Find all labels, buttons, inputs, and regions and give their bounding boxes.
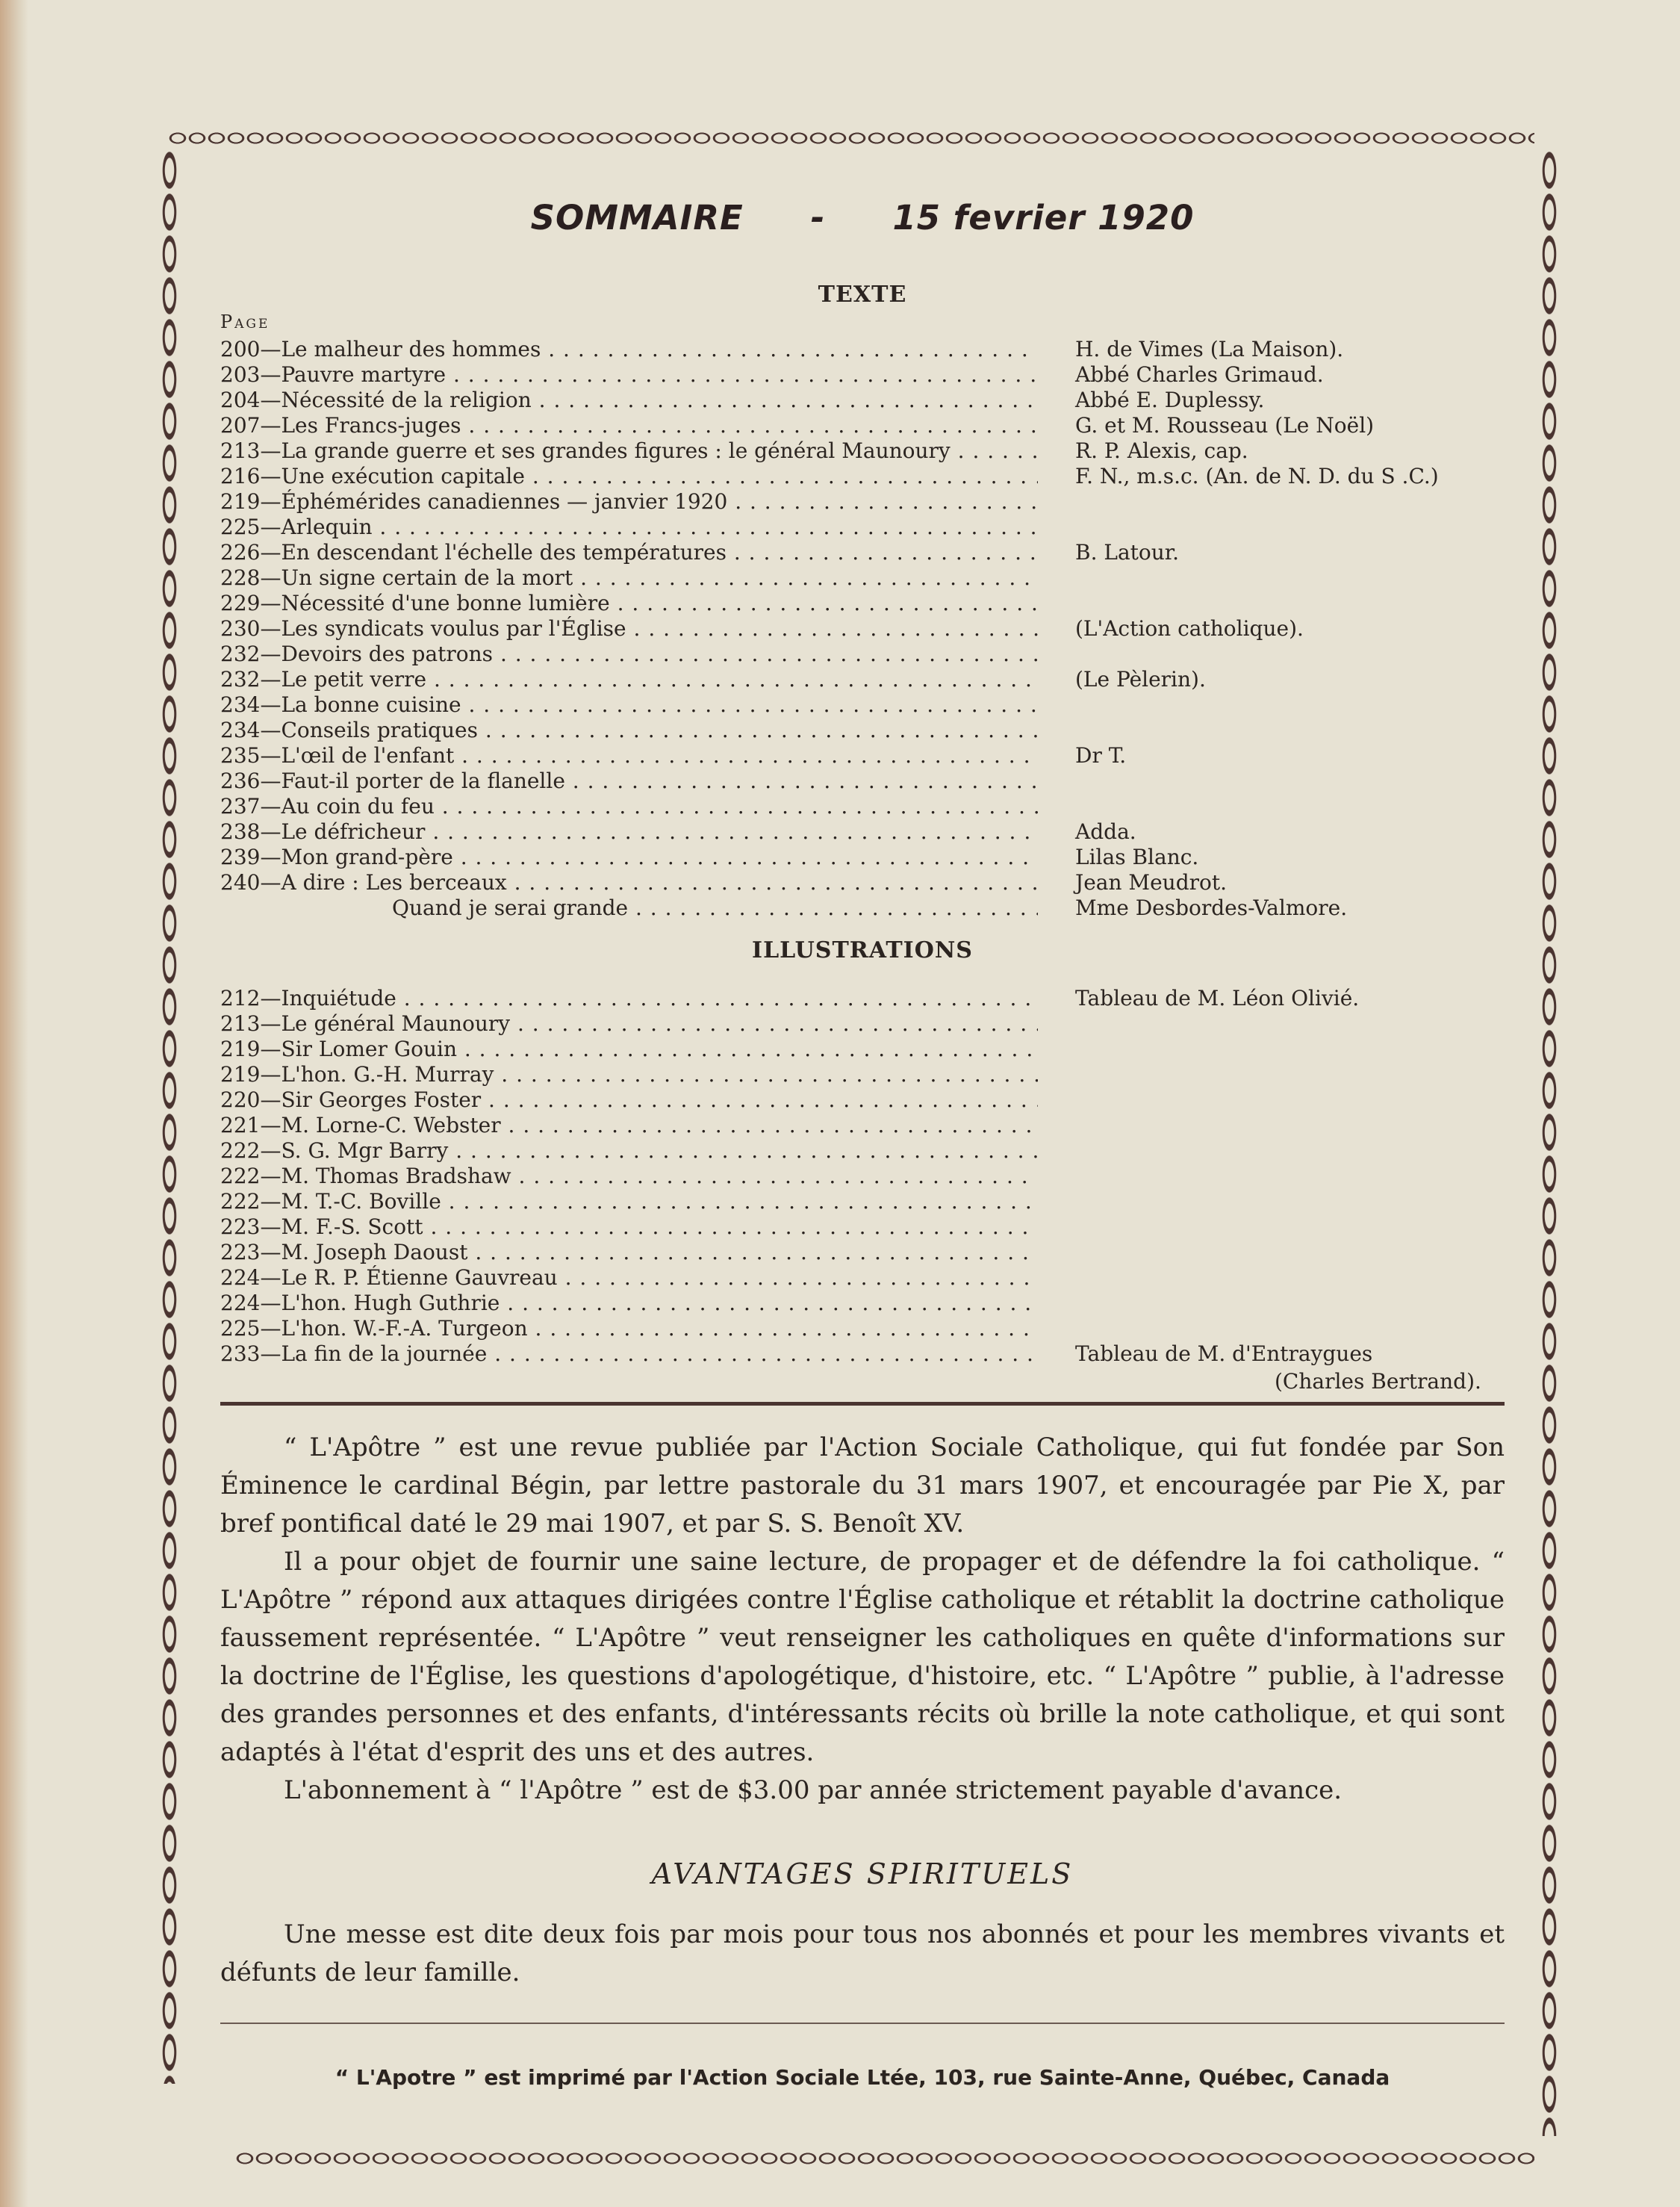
page-number: 236 <box>220 769 261 793</box>
toc-row <box>220 1138 1505 1164</box>
about-text <box>220 1429 1505 1810</box>
toc-row <box>220 1062 1505 1087</box>
entry-dash: — <box>260 845 281 869</box>
entry-title: La bonne cuisine <box>281 692 461 717</box>
toc-entry <box>220 1240 1038 1265</box>
entry-dash: — <box>260 718 281 742</box>
entry-title: Éphémérides canadiennes — janvier 1920 <box>281 489 728 514</box>
section-divider <box>220 1402 1505 1406</box>
entry-dash: — <box>260 1240 281 1264</box>
toc-entry <box>220 1037 1038 1062</box>
avantages-text-block <box>220 1916 1505 1992</box>
texte-toc <box>220 337 1505 921</box>
entry-title: En descendant l'échelle des températures <box>281 540 727 565</box>
entry-title: Mon grand-père <box>281 845 453 869</box>
entry-title: Nécessité d'une bonne lumière <box>281 591 610 615</box>
page-number: 232 <box>220 667 261 692</box>
toc-row <box>220 986 1505 1011</box>
toc-entry <box>220 986 1038 1011</box>
entry-dash: — <box>260 337 281 361</box>
entry-dash: — <box>260 464 281 488</box>
entry-author: Tableau de M. Léon Olivié. <box>1075 986 1360 1011</box>
entry-dash: — <box>260 565 281 590</box>
entry-title: Inquiétude <box>281 986 396 1011</box>
page-number: 234 <box>220 718 261 742</box>
toc-row <box>220 515 1505 540</box>
entry-dash: — <box>260 1214 281 1239</box>
entry-title: A dire : Les berceaux <box>281 870 507 895</box>
entry-title: L'hon. W.-F.-A. Turgeon <box>281 1316 528 1341</box>
entry-dash: — <box>260 438 281 463</box>
page-number: 225 <box>220 1316 261 1341</box>
entry-title: Le défricheur <box>281 819 426 844</box>
page-number: 226 <box>220 540 261 565</box>
toc-row <box>220 1037 1505 1062</box>
entry-dash: — <box>260 667 281 692</box>
toc-row <box>220 1113 1505 1138</box>
toc-entry <box>220 1341 1038 1367</box>
entry-title: Les syndicats voulus par l'Église <box>281 616 626 641</box>
entry-author: Abbé E. Duplessy. <box>1075 388 1265 412</box>
entry-title: L'œil de l'enfant <box>281 743 455 768</box>
page-number: 224 <box>220 1265 261 1290</box>
toc-entry <box>220 362 1038 388</box>
toc-row <box>220 794 1505 819</box>
entry-author: F. N., m.s.c. (An. de N. D. du S .C.) <box>1075 464 1439 488</box>
toc-row <box>220 565 1505 591</box>
toc-entry <box>220 1214 1038 1240</box>
entry-title: S. G. Mgr Barry <box>281 1138 449 1163</box>
toc-row <box>220 464 1505 489</box>
footer-divider <box>220 2023 1505 2024</box>
entry-dash: — <box>260 616 281 641</box>
entry-dash: — <box>260 388 281 412</box>
toc-entry <box>220 819 1038 845</box>
toc-entry <box>220 464 1038 489</box>
page-number: 207 <box>220 413 261 438</box>
page-number: 225 <box>220 515 261 539</box>
page-number: 213 <box>220 438 261 463</box>
entry-author: Adda. <box>1075 819 1136 844</box>
entry-dash: — <box>260 515 281 539</box>
toc-row <box>220 1291 1505 1316</box>
entry-author: Dr T. <box>1075 743 1127 768</box>
toc-entry <box>220 845 1038 870</box>
toc-entry <box>220 1164 1038 1189</box>
chain-border-top <box>168 127 1534 149</box>
entry-title: Devoirs des patrons <box>281 642 494 666</box>
toc-entry <box>220 616 1038 642</box>
entry-title: Les Francs-juges <box>281 413 461 438</box>
page-number: 220 <box>220 1087 261 1112</box>
title-separator: - <box>810 198 826 238</box>
entry-dash: — <box>260 540 281 565</box>
toc-row <box>220 489 1505 515</box>
entry-dash: — <box>260 1062 281 1087</box>
page-number: 237 <box>220 794 261 819</box>
toc-row <box>220 870 1505 895</box>
toc-row <box>220 1087 1505 1113</box>
toc-entry <box>220 1087 1038 1113</box>
toc-row <box>220 438 1505 464</box>
entry-dash: — <box>260 1037 281 1061</box>
entry-title: Conseils pratiques <box>281 718 478 742</box>
about-paragraph-3: L'abonnement à “ l'Apôtre ” est de $3.00 par année strictement payable d'avance. <box>284 1775 1343 1805</box>
entry-title: Le malheur des hommes <box>281 337 541 361</box>
entry-title: Une exécution capitale <box>281 464 525 488</box>
entry-title: Quand je serai grande <box>392 895 629 920</box>
entry-title: Arlequin <box>281 515 373 539</box>
toc-entry <box>220 1316 1038 1341</box>
page-number: 222 <box>220 1189 261 1214</box>
entry-title: M. Thomas Bradshaw <box>281 1164 511 1188</box>
page-number: 229 <box>220 591 261 615</box>
toc-row <box>220 1214 1505 1240</box>
entry-dash: — <box>260 1113 281 1137</box>
printer-footer: “ L'Apotre ” est imprimé par l'Action Sociale Ltée, 103, rue Sainte-Anne, Québec, Canada <box>335 2065 1390 2090</box>
page-number: 235 <box>220 743 261 768</box>
illustrations-toc <box>220 986 1505 1367</box>
entry-dash: — <box>260 692 281 717</box>
entry-title: L'hon. G.-H. Murray <box>281 1062 494 1087</box>
toc-row <box>220 362 1505 388</box>
page-number: 223 <box>220 1240 261 1264</box>
entry-title: M. Joseph Daoust <box>281 1240 468 1264</box>
toc-row <box>220 819 1505 845</box>
toc-entry <box>220 1011 1038 1037</box>
page-number: 204 <box>220 388 261 412</box>
entry-title: Sir Lomer Gouin <box>281 1037 457 1061</box>
entry-dash: — <box>260 794 281 819</box>
entry-title: M. Lorne-C. Webster <box>281 1113 501 1137</box>
toc-entry <box>220 1062 1038 1087</box>
entry-dash: — <box>260 1316 281 1341</box>
toc-row <box>220 769 1505 794</box>
entry-author: (Le Pèlerin). <box>1075 667 1206 692</box>
toc-row <box>220 1316 1505 1341</box>
entry-dash: — <box>260 769 281 793</box>
chain-border-left <box>158 149 181 2084</box>
page-number: 213 <box>220 1011 261 1036</box>
page-number: 219 <box>220 489 261 514</box>
toc-entry <box>220 438 1038 464</box>
toc-row <box>220 413 1505 438</box>
entry-dash: — <box>260 1164 281 1188</box>
toc-entry <box>220 642 1038 667</box>
avantages-text: Une messe est dite deux fois par mois pour tous nos abonnés et pour les membres vivants et défunts de leur famille. <box>220 1919 1505 1987</box>
toc-row <box>220 1189 1505 1214</box>
entry-dash: — <box>260 1138 281 1163</box>
entry-title: Nécessité de la religion <box>281 388 532 412</box>
toc-entry <box>220 692 1038 718</box>
toc-row <box>220 591 1505 616</box>
toc-row <box>220 845 1505 870</box>
illustrations-last-author-continued: (Charles Bertrand). <box>1275 1369 1481 1394</box>
toc-entry <box>220 895 1038 921</box>
entry-title: Le petit verre <box>281 667 427 692</box>
entry-dash: — <box>260 1291 281 1315</box>
page-number: 219 <box>220 1037 261 1061</box>
entry-dash: — <box>260 1011 281 1036</box>
chain-border-right <box>1538 149 1561 2136</box>
entry-dash: — <box>260 819 281 844</box>
entry-dash: — <box>260 1265 281 1290</box>
entry-dash: — <box>260 986 281 1011</box>
entry-title: Pauvre martyre <box>281 362 447 387</box>
entry-dash: — <box>260 1341 281 1366</box>
page-number: 230 <box>220 616 261 641</box>
entry-dash: — <box>260 413 281 438</box>
toc-entry <box>220 1113 1038 1138</box>
page-column-label: Page <box>220 311 270 332</box>
page-number: 222 <box>220 1138 261 1163</box>
entry-dash: — <box>260 489 281 514</box>
page-number: 223 <box>220 1214 261 1239</box>
toc-entry <box>220 515 1038 540</box>
illustrations-heading: ILLUSTRATIONS <box>752 937 973 963</box>
entry-author: Lilas Blanc. <box>1075 845 1199 869</box>
entry-title: Le R. P. Étienne Gauvreau <box>281 1265 558 1290</box>
entry-title: La grande guerre et ses grandes figures : le général Maunoury <box>281 438 951 463</box>
entry-author: R. P. Alexis, cap. <box>1075 438 1248 463</box>
toc-row <box>220 1265 1505 1291</box>
toc-entry <box>220 667 1038 692</box>
page-number: 224 <box>220 1291 261 1315</box>
toc-entry <box>220 1189 1038 1214</box>
page-number: 212 <box>220 986 261 1011</box>
entry-dash: — <box>260 642 281 666</box>
chain-border-bottom <box>235 2147 1534 2170</box>
toc-entry <box>220 413 1038 438</box>
page-number: 203 <box>220 362 261 387</box>
toc-row <box>220 1240 1505 1265</box>
entry-author: H. de Vimes (La Maison). <box>1075 337 1344 361</box>
texte-heading: TEXTE <box>818 282 907 308</box>
toc-row <box>220 388 1505 413</box>
about-paragraph-1: “ L'Apôtre ” est une revue publiée par l'Action Sociale Catholique, qui fut fondée par Son Éminence le cardinal Bégin, par lettre pastorale du 31 mars 1907, et encouragée par Pie X, par bref pontifical daté le 29 mai 1907, et par S. S. Benoît XV. <box>220 1432 1505 1539</box>
toc-row <box>220 667 1505 692</box>
page-number: 234 <box>220 692 261 717</box>
toc-entry <box>220 337 1038 362</box>
page-title <box>220 198 1505 238</box>
entry-title: Le général Maunoury <box>281 1011 511 1036</box>
toc-row <box>220 642 1505 667</box>
page-number: 232 <box>220 642 261 666</box>
toc-row <box>220 718 1505 743</box>
page-number: 216 <box>220 464 261 488</box>
entry-author: Mme Desbordes-Valmore. <box>1075 895 1348 920</box>
toc-row <box>220 616 1505 642</box>
title-label: SOMMAIRE <box>530 198 744 238</box>
page-number: 219 <box>220 1062 261 1087</box>
toc-entry <box>220 565 1038 591</box>
page-number: 222 <box>220 1164 261 1188</box>
entry-title: Sir Georges Foster <box>281 1087 482 1112</box>
toc-row <box>220 1011 1505 1037</box>
entry-author: G. et M. Rousseau (Le Noël) <box>1075 413 1375 438</box>
toc-row <box>220 895 1505 921</box>
entry-title: Au coin du feu <box>281 794 435 819</box>
toc-row <box>220 1341 1505 1367</box>
entry-title: M. F.-S. Scott <box>281 1214 423 1239</box>
entry-author: (L'Action catholique). <box>1075 616 1304 641</box>
toc-row <box>220 1164 1505 1189</box>
entry-author: Tableau de M. d'Entraygues <box>1075 1341 1373 1366</box>
toc-entry <box>220 591 1038 616</box>
page-number: 238 <box>220 819 261 844</box>
toc-row <box>220 692 1505 718</box>
toc-entry <box>220 1138 1038 1164</box>
entry-dash: — <box>260 591 281 615</box>
toc-row <box>220 743 1505 769</box>
toc-row <box>220 337 1505 362</box>
toc-entry <box>220 1265 1038 1291</box>
entry-dash: — <box>260 743 281 768</box>
book-spine-shadow <box>0 0 28 2207</box>
entry-dash: — <box>260 1087 281 1112</box>
toc-entry <box>220 769 1038 794</box>
entry-title: Faut-il porter de la flanelle <box>281 769 565 793</box>
page-number: 239 <box>220 845 261 869</box>
entry-dash: — <box>260 1189 281 1214</box>
toc-entry <box>220 388 1038 413</box>
entry-author: Abbé Charles Grimaud. <box>1075 362 1324 387</box>
page-number: 200 <box>220 337 261 361</box>
page-number: 228 <box>220 565 261 590</box>
entry-title: La fin de la journée <box>281 1341 488 1366</box>
entry-dash: — <box>260 362 281 387</box>
toc-entry <box>220 870 1038 895</box>
page-number: 221 <box>220 1113 261 1137</box>
entry-title: L'hon. Hugh Guthrie <box>281 1291 500 1315</box>
entry-title: Un signe certain de la mort <box>281 565 573 590</box>
entry-title: M. T.-C. Boville <box>281 1189 441 1214</box>
page-number: 240 <box>220 870 261 895</box>
toc-entry <box>220 1291 1038 1316</box>
issue-date: 15 fevrier 1920 <box>892 198 1195 238</box>
toc-entry <box>220 540 1038 565</box>
entry-dash: — <box>260 870 281 895</box>
page-number: 233 <box>220 1341 261 1366</box>
entry-author: B. Latour. <box>1075 540 1180 565</box>
toc-row <box>220 540 1505 565</box>
toc-entry <box>220 718 1038 743</box>
avantages-heading: AVANTAGES SPIRITUELS <box>651 1857 1074 1890</box>
about-paragraph-2: Il a pour objet de fournir une saine lecture, de propager et de défendre la foi catholique. “ L'Apôtre ” répond aux attaques dirigées contre l'Église catholique et rétablit la doctrine catholique faussement représentée. “ L'Apôtre ” veut renseigner les catholiques en quête d'informations sur la doctrine de l'Église, les questions d'apologétique, d'histoire, etc. “ L'Apôtre ” publie, à l'adresse des grandes personnes et des enfants, d'intéressants récits où brille la note catholique, et qui sont adaptés à l'état d'esprit des uns et des autres. <box>220 1547 1505 1767</box>
toc-entry <box>220 794 1038 819</box>
toc-entry <box>220 743 1038 769</box>
entry-author: Jean Meudrot. <box>1075 870 1228 895</box>
toc-entry <box>220 489 1038 515</box>
